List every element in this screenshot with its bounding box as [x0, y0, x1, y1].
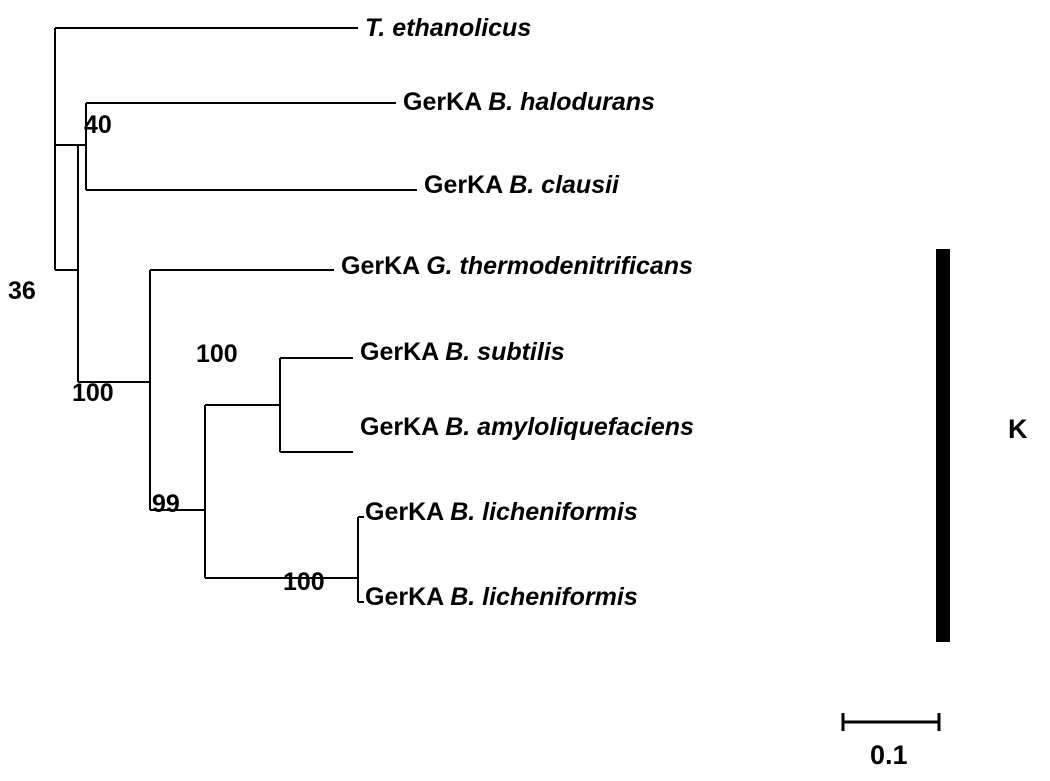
taxon-label-gerka-b-licheniformis-2: GerKA B. licheniformis [365, 583, 638, 611]
support-value-100-subtilis-clade: 100 [196, 340, 238, 368]
taxon-label-gerka-b-subtilis: GerKA B. subtilis [360, 338, 565, 366]
group-label-k: K [1008, 414, 1028, 444]
taxon-label-gerka-b-amyloliquefaciens: GerKA B. amyloliquefaciens [360, 413, 694, 441]
support-value-36: 36 [8, 277, 36, 305]
support-value-100-basal: 100 [72, 379, 114, 407]
support-value-100-licheniformis-clade: 100 [283, 568, 325, 596]
taxon-label-gerka-b-halodurans: GerKA B. halodurans [403, 88, 655, 116]
taxon-label-gerka-b-licheniformis-1: GerKA B. licheniformis [365, 498, 638, 526]
taxon-label-gerka-b-clausii: GerKA B. clausii [424, 171, 619, 199]
support-value-40: 40 [84, 111, 112, 139]
scale-bar-lines [843, 713, 939, 731]
group-bracket-bar [936, 249, 950, 642]
taxon-label-t-ethanolicus: T. ethanolicus [365, 14, 532, 42]
support-value-99: 99 [152, 490, 180, 518]
scale-bar-label: 0.1 [870, 740, 908, 770]
taxon-label-gerka-g-thermodenitrificans: GerKA G. thermodenitrificans [341, 252, 693, 280]
